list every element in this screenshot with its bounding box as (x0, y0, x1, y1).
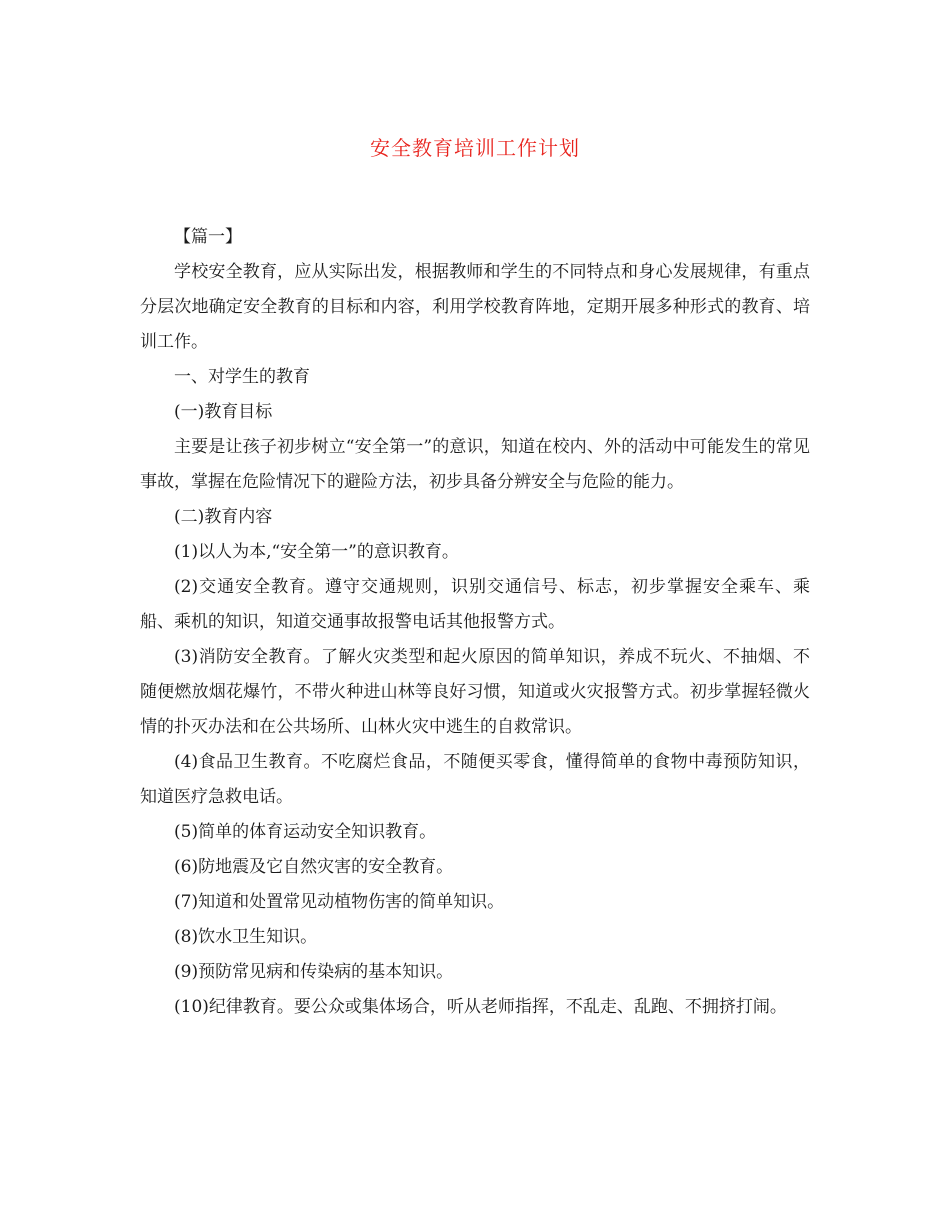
heading-education-goal: (一)教育目标 (174, 402, 273, 422)
section-heading: 【篇一】 (174, 227, 242, 247)
heading-student-education: 一、对学生的教育 (174, 367, 310, 387)
paragraph-intro: 学校安全教育，应从实际出发，根据教师和学生的不同特点和身心发展规律，有重点分层次地确定安全教育的目标和内容，利用学校教育阵地，定期开展多种形式的教育、培训工作。 (140, 262, 810, 352)
document-body (140, 220, 810, 1025)
list-item: (2)交通安全教育。遵守交通规则，识别交通信号、标志，初步掌握安全乘车、乘船、乘机的知识，知道交通事故报警电话其他报警方式。 (140, 577, 810, 632)
list-item: (9)预防常见病和传染病的基本知识。 (174, 962, 454, 982)
list-item: (5)简单的体育运动安全知识教育。 (174, 822, 437, 842)
list-item: (3)消防安全教育。了解火灾类型和起火原因的简单知识，养成不玩火、不抽烟、不随便燃放烟花爆竹，不带火种进山林等良好习惯，知道或火灾报警方式。初步掌握轻微火情的扑灭办法和在公共场所、山林火灾中逃生的自救常识。 (140, 647, 810, 737)
list-item: (10)纪律教育。要公众或集体场合，听从老师指挥，不乱走、乱跑、不拥挤打闹。 (174, 997, 787, 1017)
list-item: (8)饮水卫生知识。 (174, 927, 318, 947)
list-item: (6)防地震及它自然灾害的安全教育。 (174, 857, 454, 877)
list-item: (4)食品卫生教育。不吃腐烂食品，不随便买零食，懂得简单的食物中毒预防知识，知道医疗急救电话。 (140, 752, 810, 807)
list-item: (1)以人为本,“安全第一”的意识教育。 (174, 542, 459, 562)
paragraph-goal: 主要是让孩子初步树立“安全第一”的意识，知道在校内、外的活动中可能发生的常见事故，掌握在危险情况下的避险方法，初步具备分辨安全与危险的能力。 (140, 437, 810, 492)
list-item: (7)知道和处置常见动植物伤害的简单知识。 (174, 892, 505, 912)
heading-education-content: (二)教育内容 (174, 507, 273, 527)
document-title: 安全教育培训工作计划 (370, 136, 580, 160)
